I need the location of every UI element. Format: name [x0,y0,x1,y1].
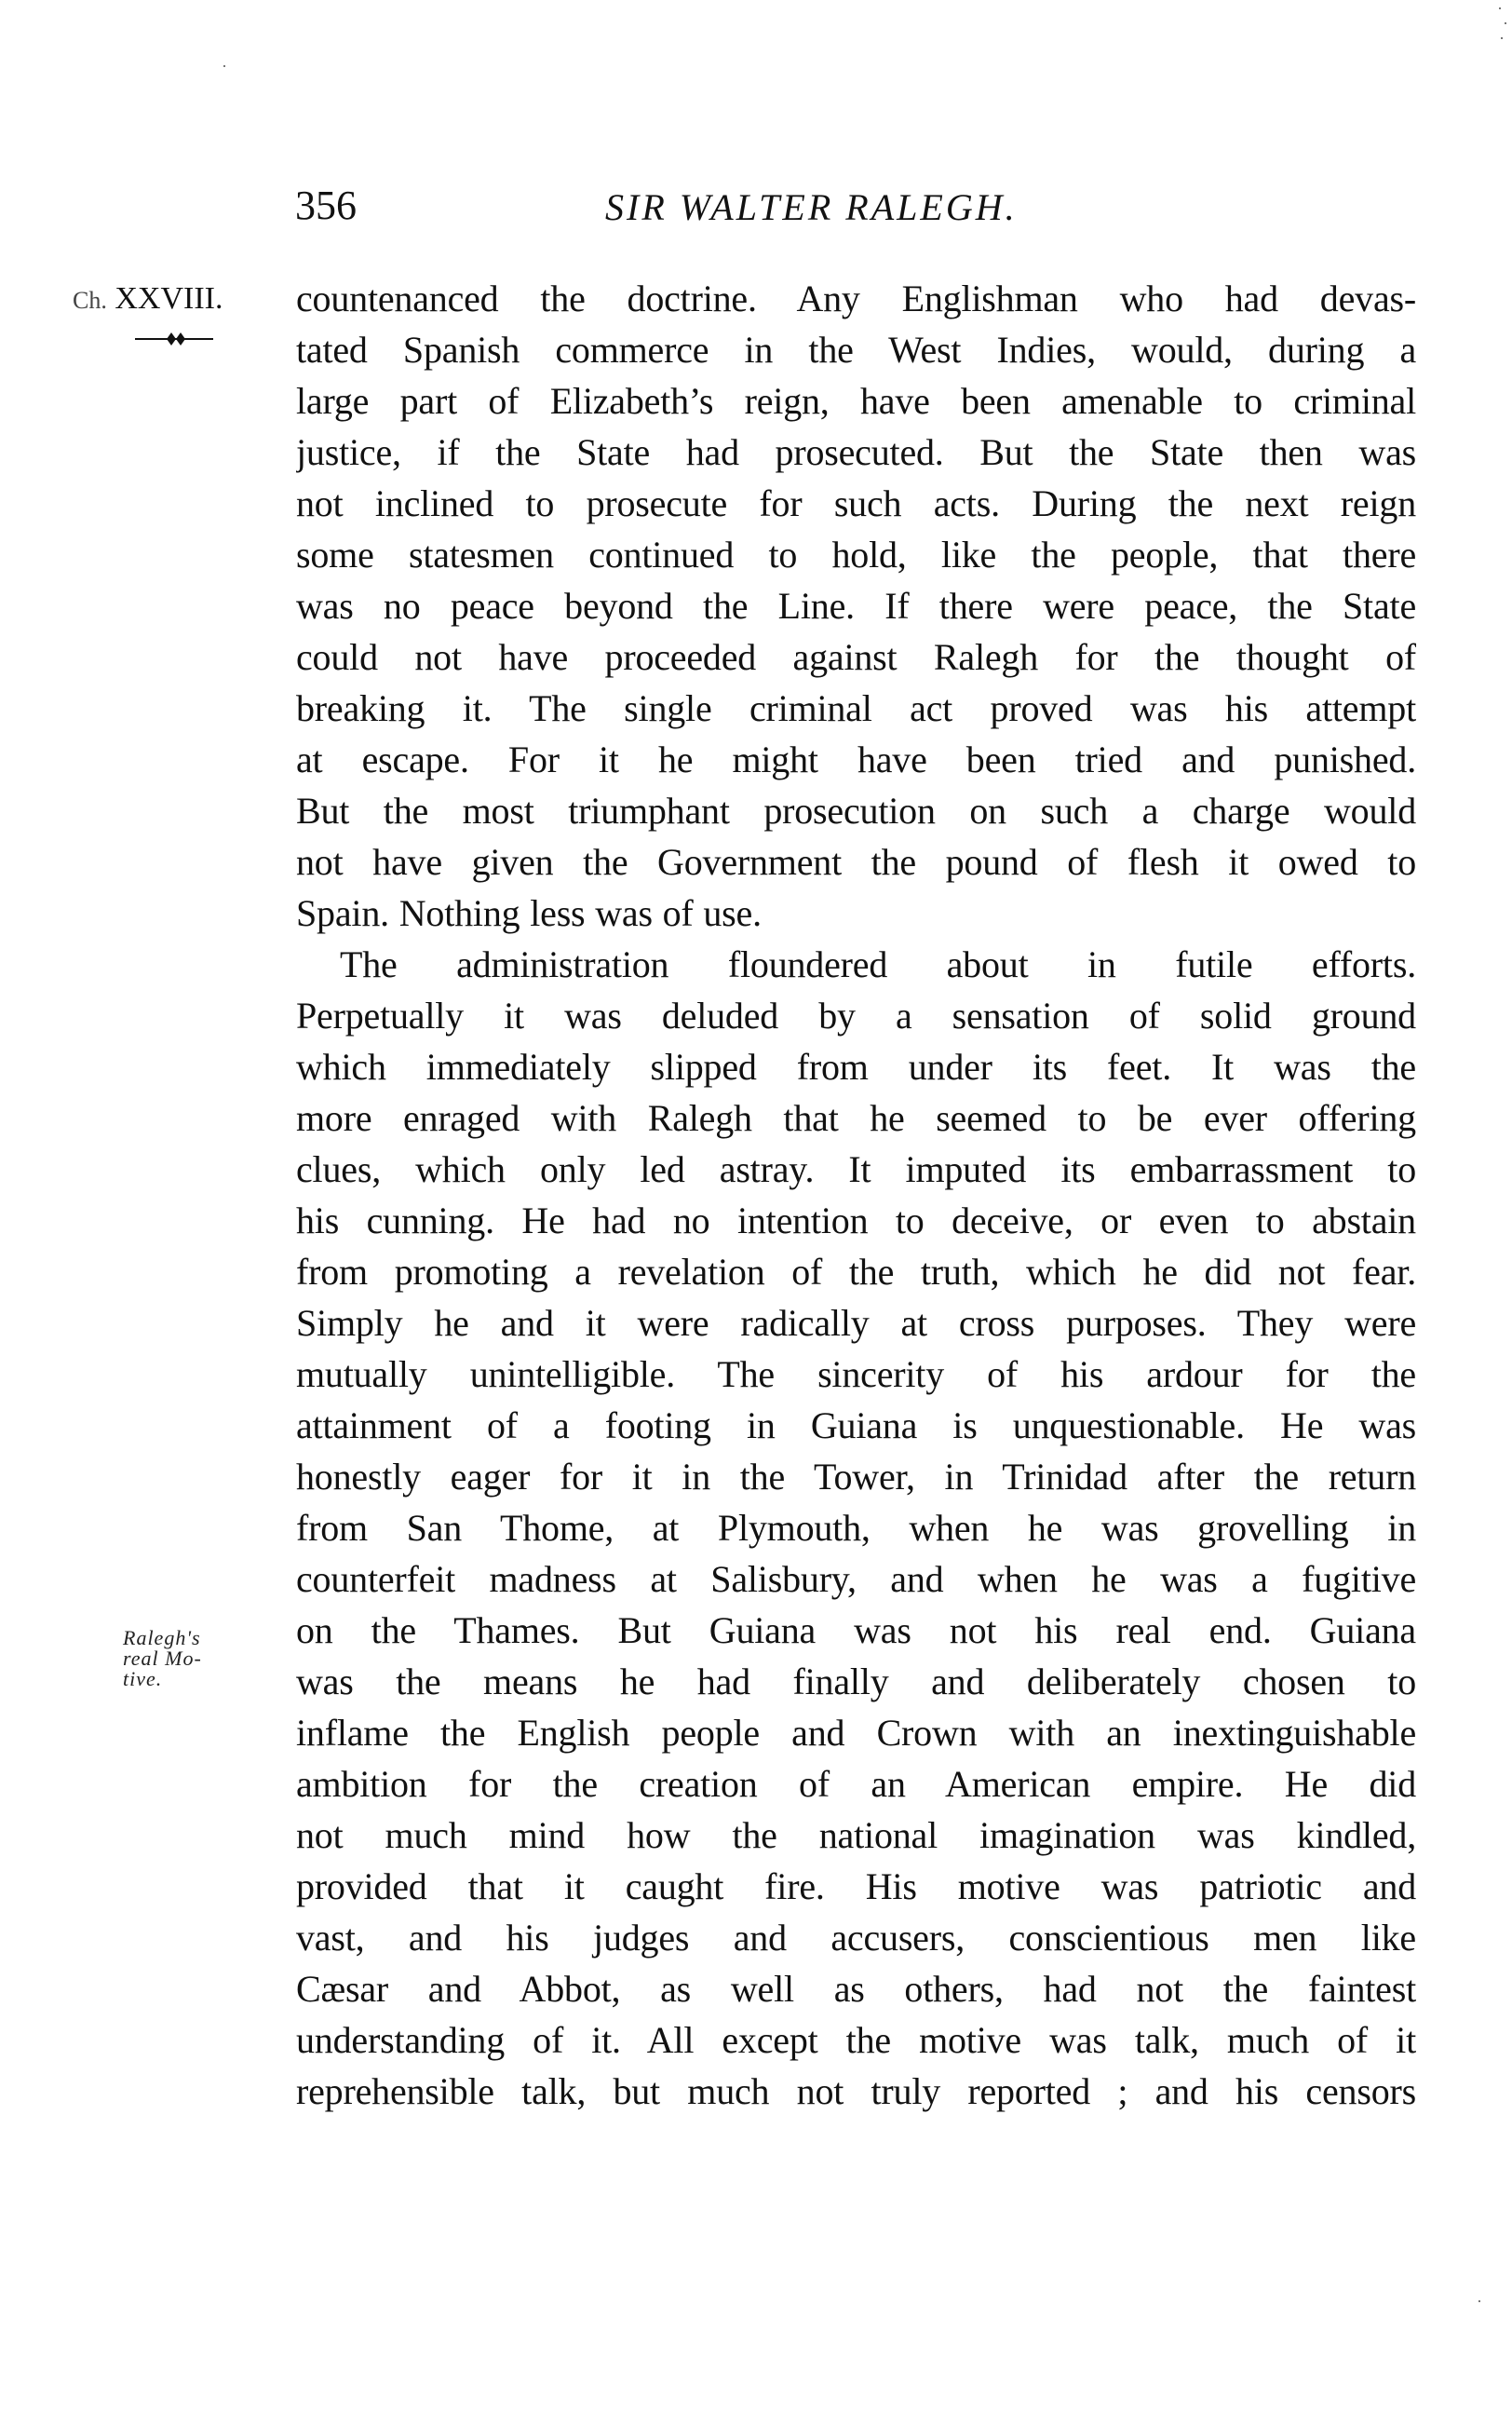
chapter-marginal-label [73,273,223,326]
chapter-label-number: XXVIII. [115,281,223,316]
text-line: not much mind how the national imagination was kindled, [296,1814,1416,1856]
text-line: provided that it caught fire. His motive was patriotic and [296,1865,1416,1907]
scan-speck [1501,37,1503,39]
text-line: Cæsar and Abbot, as well as others, had not the faintest [296,1968,1416,2010]
text-line: could not have proceeded against Ralegh for the thought of [296,636,1416,678]
text-line: his cunning. He had no intention to deceive, or even to abstain [296,1200,1416,1241]
side-note-line: Ralegh's [123,1626,201,1649]
text-line: more enraged with Ralegh that he seemed to be ever offering [296,1097,1416,1139]
text-line: attainment of a footing in Guiana is unquestionable. He was [296,1404,1416,1446]
text-line: But the most triumphant prosecution on such a charge would [296,790,1416,832]
running-head [0,183,1512,229]
scan-speck [1499,7,1501,9]
side-note-line: real Mo- [123,1647,202,1670]
text-line: mutually unintelligible. The sincerity of his ardour for the [296,1353,1416,1395]
text-line: honestly eager for it in the Tower, in Trinidad after the return [296,1456,1416,1498]
text-line: at escape. For it he might have been tried and punished. [296,739,1416,780]
text-line: large part of Elizabeth’s reign, have been amenable to criminal [296,380,1416,422]
running-title: SIR WALTER RALEGH. [605,186,1018,228]
paragraph-2 [296,939,1416,2117]
text-line: not inclined to prosecute for such acts. During the next reign [296,482,1416,524]
text-line: tated Spanish commerce in the West Indies, would, during a [296,329,1416,371]
text-line: clues, which only led astray. It imputed its embarrassment to [296,1148,1416,1190]
text-line: from San Thome, at Plymouth, when he was grovelling in [296,1507,1416,1549]
text-line: inflame the English people and Crown with an inextinguishable [296,1712,1416,1754]
text-line: counterfeit madness at Salisbury, and when he was a fugitive [296,1558,1416,1600]
text-line: Perpetually it was deluded by a sensation of solid ground [296,995,1416,1037]
double-diamond-rule-icon [135,332,213,346]
text-line: breaking it. The single criminal act proved was his attempt [296,687,1416,729]
text-line: was the means he had finally and deliberately chosen to [296,1661,1416,1702]
paragraph-1 [296,273,1416,939]
text-line: from promoting a revelation of the truth, which he did not fear. [296,1251,1416,1293]
scan-speck [1478,2300,1480,2302]
chapter-label-prefix: Ch. [73,287,107,314]
text-line: justice, if the State had prosecuted. But the State then was [296,431,1416,473]
text-line: was no peace beyond the Line. If there were peace, the State [296,585,1416,627]
text-line: Spain. Nothing less was of use. [296,892,762,934]
text-line: The administration floundered about in futile efforts. [340,943,1416,985]
page-number: 356 [295,183,357,228]
scan-speck [223,65,225,67]
text-line: some statesmen continued to hold, like the people, that there [296,534,1416,576]
text-line: which immediately slipped from under its feet. It was the [296,1046,1416,1088]
text-line: Simply he and it were radically at cross purposes. They were [296,1302,1416,1344]
side-note-raleghs-real-motive [123,1628,244,1689]
body-text [296,273,1416,2117]
text-line: countenanced the doctrine. Any Englishman who had devas- [296,278,1416,319]
side-note-line: tive. [123,1667,163,1690]
text-line: understanding of it. All except the motive was talk, much of it [296,2019,1416,2061]
text-line: ambition for the creation of an American empire. He did [296,1763,1416,1805]
scan-speck [1505,22,1506,24]
text-line: vast, and his judges and accusers, conscientious men like [296,1917,1416,1959]
text-line: not have given the Government the pound of flesh it owed to [296,841,1416,883]
text-line: reprehensible talk, but much not truly reported ; and his censors [296,2070,1416,2112]
text-line: on the Thames. But Guiana was not his real end. Guiana [296,1609,1416,1651]
